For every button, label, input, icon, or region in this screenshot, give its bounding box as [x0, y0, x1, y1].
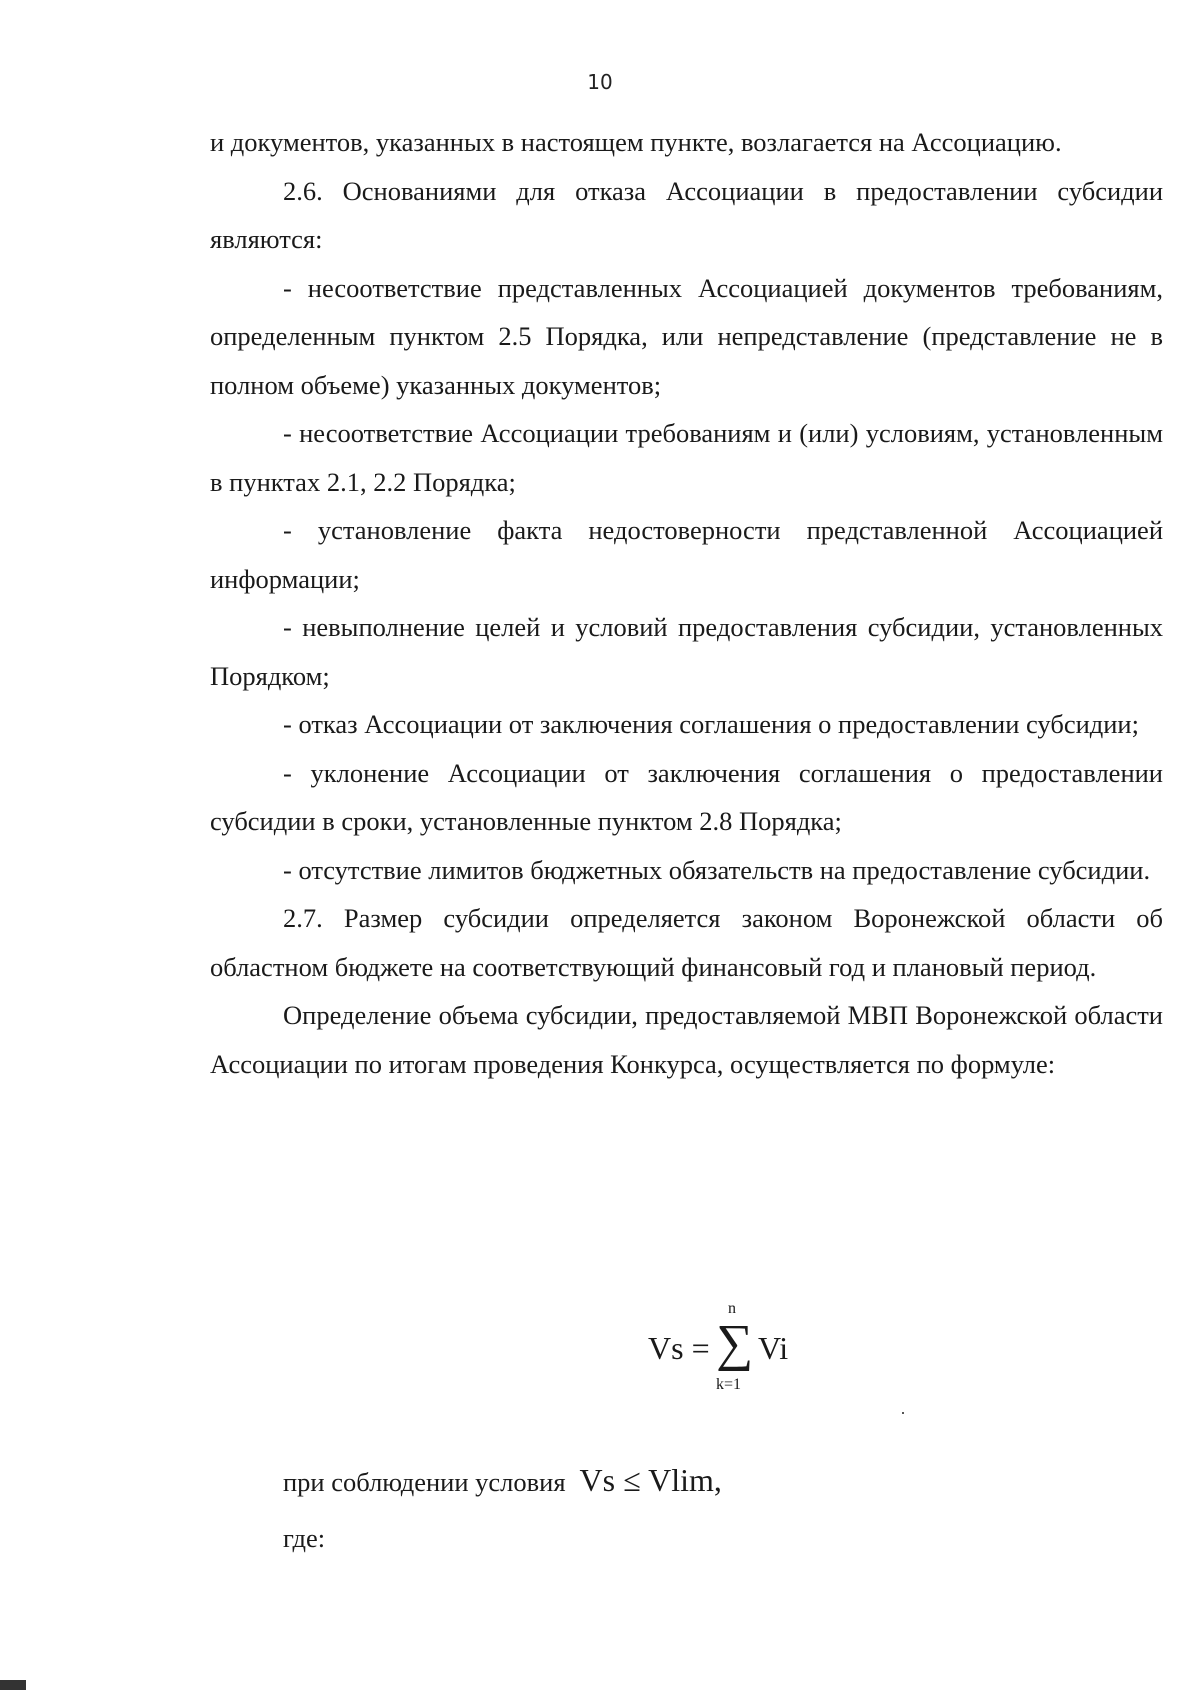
paragraph-2-6: 2.6. Основаниями для отказа Ассоциации в предоставлении субсидии являются: [210, 175, 1163, 254]
formula-term: Vi [758, 1330, 789, 1366]
list-item-no-budget-limits: - отсутствие лимитов бюджетных обязательств на предоставление субсидии. [283, 854, 1151, 885]
subsidy-formula [640, 1300, 820, 1400]
list-item-requirements-mismatch: - несоответствие Ассоциации требованиям и (или) условиям, установленным в пунктах 2.1, 2.2 Порядка; [210, 418, 1163, 497]
formula-left-side: Vs = [648, 1330, 710, 1366]
list-item-documents-mismatch: - несоответствие представленных Ассоциацией документов требованиям, определенным пунктом 2.5 Порядка, или непредставление (представление не в полном объеме) указанных документов; [210, 272, 1163, 400]
paragraph-formula-intro: Определение объема субсидии, предоставляемой МВП Воронежской области Ассоциации по итогам проведения Конкурса, осуществляется по формуле: [210, 1000, 1163, 1079]
scan-speck [902, 1412, 904, 1414]
page-number: 10 [587, 70, 613, 94]
scan-edge-mark [0, 1680, 26, 1690]
list-item-agreement-refusal: - отказ Ассоциации от заключения соглашения о предоставлении субсидии; [283, 709, 1139, 739]
formula-upper-limit: n [728, 1300, 736, 1317]
paragraph-continuation: и документов, указанных в настоящем пункте, возлагается на Ассоциацию. [210, 127, 1062, 157]
formula-lower-limit: k=1 [716, 1376, 742, 1393]
condition-text: при соблюдении условия [283, 1467, 566, 1497]
condition-formula: Vs ≤ Vlim, [579, 1462, 722, 1498]
where-label: где: [283, 1523, 326, 1553]
paragraph-2-7: 2.7. Размер субсидии определяется законом Воронежской области об областном бюджете на соответствующий финансовый год и плановый период. [210, 903, 1163, 982]
sum-sign: ∑ [716, 1315, 754, 1372]
condition-line [283, 1456, 722, 1506]
list-item-false-information: - установление факта недостоверности представленной Ассоциацией информации; [210, 515, 1163, 594]
document-body [210, 118, 1163, 1088]
list-item-agreement-evasion: - уклонение Ассоциации от заключения соглашения о предоставлении субсидии в сроки, установленные пунктом 2.8 Порядка; [210, 757, 1163, 836]
list-item-goals-not-met: - невыполнение целей и условий предоставления субсидии, установленных Порядком; [210, 612, 1163, 691]
